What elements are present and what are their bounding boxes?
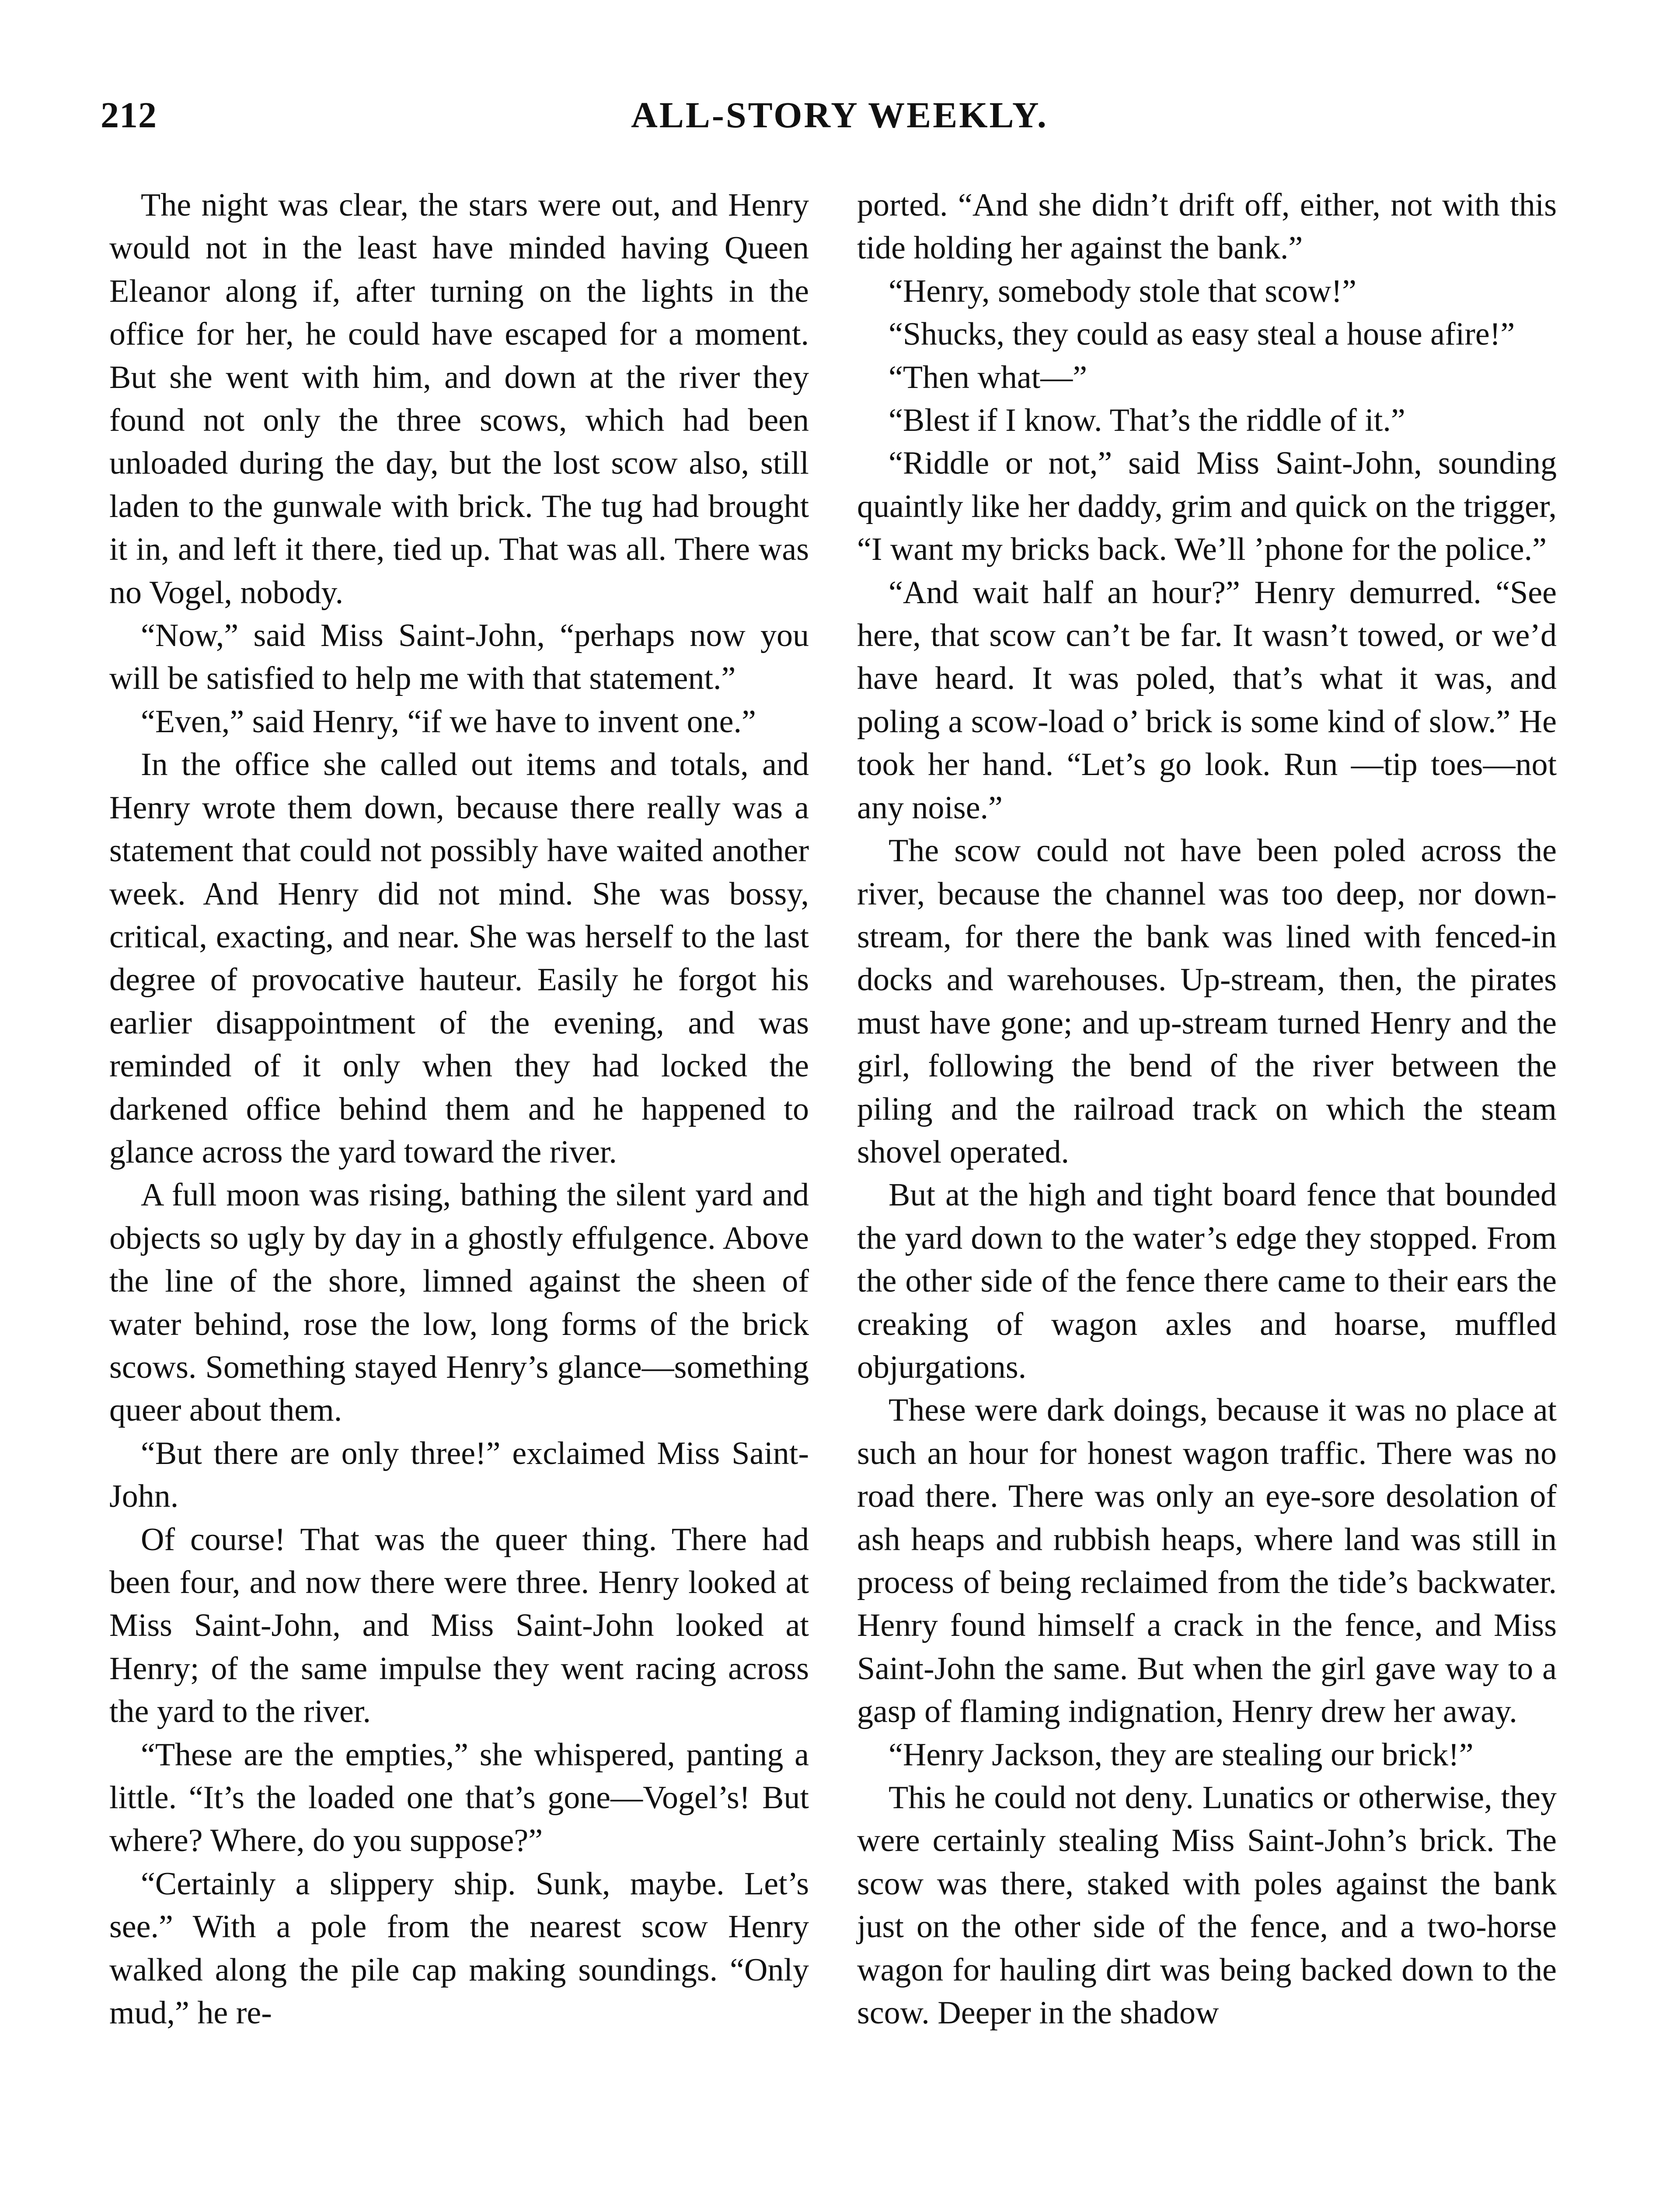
paragraph: In the office she called out items and totals, and Henry wrote them down, because there really was a statement that could not possibly have waited another week. And Henry did not mind. She was bossy, critical, exacting, and near. She was herself to the last degree of provocative hauteur. Easily he forgot his earlier disappointment of the evening, and was reminded of it only when they had locked the darkened office behind them and he happened to glance across the yard toward the river. xyxy=(109,747,809,1170)
paragraph: These were dark doings, because it was no place at such an hour for honest wagon traffic. There was no road there. There was only an eye-sore desolation of ash heaps and rubbish heaps, where land was still in process of being reclaimed from the tide’s backwater. Henry found himself a crack in the fence, and Miss Saint-John the same. But when the girl gave way to a gasp of flaming indignation, Henry drew her away. xyxy=(857,1392,1557,1730)
paragraph: “Henry, somebody stole that scow!” xyxy=(889,273,1356,309)
running-title: ALL-STORY WEEKLY. xyxy=(631,95,1048,136)
left-column xyxy=(109,184,809,2034)
paragraph: “Shucks, they could as easy steal a house afire!” xyxy=(889,316,1515,353)
continued-paragraph: ported. “And she didn’t drift off, either, not with this tide holding her against the bank.” xyxy=(857,187,1557,266)
paragraph: “Certainly a slippery ship. Sunk, maybe. Let’s see.” With a pole from the nearest scow Henry walked along the pile cap making soundings. “Only mud,” he re- xyxy=(109,1866,809,2031)
paragraph: “Henry Jackson, they are stealing our brick!” xyxy=(889,1736,1474,1773)
page-number: 212 xyxy=(101,95,157,136)
page-header xyxy=(101,94,1579,151)
paragraph: Of course! That was the queer thing. There had been four, and now there were three. Henry looked at Miss Saint-John, and Miss Saint-John looked at Henry; of the same impulse they went racing across the yard to the river. xyxy=(109,1521,809,1730)
paragraph: This he could not deny. Lunatics or otherwise, they were certainly stealing Miss Saint-John’s brick. The scow was there, staked with poles against the bank just on the other side of the fence, and a two-horse wagon for hauling dirt was being backed down to the scow. Deeper in the shadow xyxy=(857,1780,1557,2031)
paragraph: A full moon was rising, bathing the silent yard and objects so ugly by day in a ghostly effulgence. Above the line of the shore, limned against the sheen of water behind, rose the low, long forms of the brick scows. Something stayed Henry’s glance—something queer about them. xyxy=(109,1177,809,1429)
paragraph: “Now,” said Miss Saint-John, “perhaps now you will be satisfied to help me with that statement.” xyxy=(109,618,809,697)
paragraph: “Blest if I know. That’s the riddle of it.” xyxy=(889,402,1405,439)
paragraph: “Even,” said Henry, “if we have to invent one.” xyxy=(141,703,756,740)
paragraph: But at the high and tight board fence that bounded the yard down to the water’s edge they stopped. From the other side of the fence there came to their ears the creaking of wagon axles and hoarse, muffled objurgations. xyxy=(857,1177,1557,1385)
paragraph: “Then what—” xyxy=(889,359,1087,395)
paragraph: The scow could not have been poled across the river, because the channel was too deep, nor down-stream, for there the bank was lined with fenced-in docks and warehouses. Up-stream, then, the pirates must have gone; and up-stream turned Henry and the girl, following the bend of the river between the piling and the railroad track on which the steam shovel operated. xyxy=(857,833,1557,1170)
paragraph: “And wait half an hour?” Henry demurred. “See here, that scow can’t be far. It wasn’t towed, or we’d have heard. It was poled, that’s what it was, and poling a scow-load o’ brick is some kind of slow.” He took her hand. “Let’s go look. Run —tip toes—not any noise.” xyxy=(857,574,1557,826)
paragraph: The night was clear, the stars were out, and Henry would not in the least have minded having Queen Eleanor along if, after turning on the lights in the office for her, he could have escaped for a moment. But she went with him, and down at the river they found not only the three scows, which had been unloaded during the day, but the lost scow also, still laden to the gunwale with brick. The tug had brought it in, and left it there, tied up. That was all. There was no Vogel, nobody. xyxy=(109,187,809,611)
paragraph: “These are the empties,” she whispered, panting a little. “It’s the loaded one that’s gone—Vogel’s! But where? Where, do you suppose?” xyxy=(109,1736,809,1859)
paragraph: “But there are only three!” exclaimed Miss Saint-John. xyxy=(109,1435,809,1515)
paragraph: “Riddle or not,” said Miss Saint-John, sounding quaintly like her daddy, grim and quick on the trigger, “I want my bricks back. We’ll ’phone for the police.” xyxy=(857,445,1557,568)
right-column xyxy=(857,184,1557,2034)
